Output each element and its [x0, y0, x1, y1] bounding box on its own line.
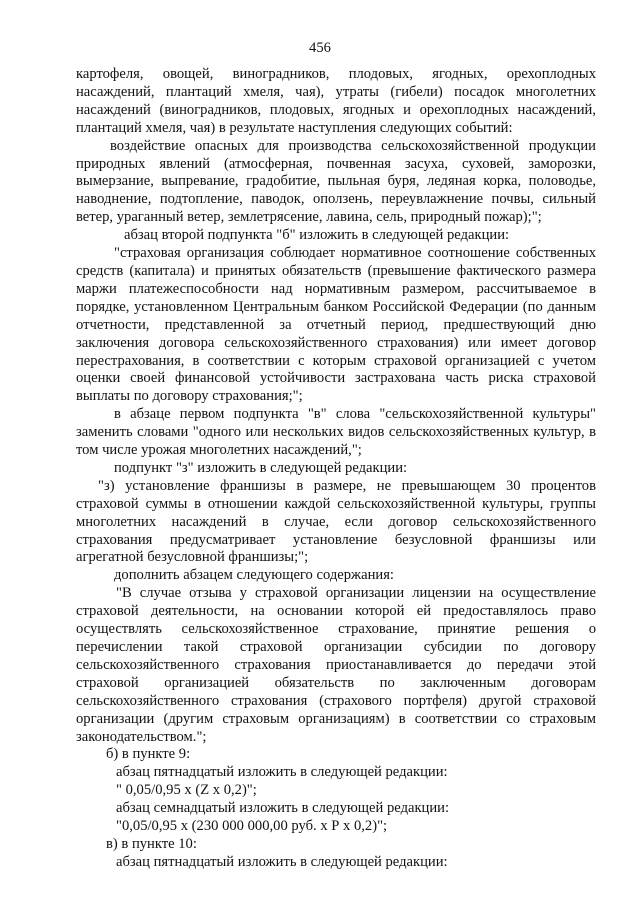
paragraph-license-revocation: "В случае отзыва у страховой организации лицензии на осуществление страховой деятельности, на основании которой ей предоставлялось право осуществлять сельскохозяйственное страхование, принятие решения о перечислении такой страховой организации субсидии по договору сельскохозяйственного страхования приостанавливается до передачи этой страховой организацией обязательств по заключенным договорам сельскохозяйственного страхования (страхового портфеля) другой страховой организации (другим страховым организациям) в соответствии со страховым законодательством."; [76, 585, 596, 745]
paragraph-item-9-abzac-17: абзац семнадцатый изложить в следующей редакции: [116, 800, 450, 817]
page-number: 456 [309, 40, 331, 56]
paragraph-add-clause: дополнить абзацем следующего содержания: [114, 567, 394, 584]
paragraph-item-9-abzac-15: абзац пятнадцатый изложить в следующей редакции: [116, 764, 448, 781]
paragraph-insurer-solvency: "страховая организация соблюдает нормативное соотношение собственных средств (капитала) и принятых обязательств (превышение фактического размера маржи платежеспособности над нормативным размером, рассчитываемое в порядке, установленном Центральным банком Российской Федерации (по данным отчетности, представленной за отчетный период, предшествующий дню заключения договора сельскохозяйственного страхования) или имеет договор перестрахования, в соответствии с которым страховой организацией с учетом оценки своей финансовой устойчивости застрахована часть риска страховой выплаты по договору страхования;"; [76, 245, 596, 405]
formula-abzac-17: "0,05/0,95 х (230 000 000,00 руб. х Р х 0,2)"; [116, 818, 388, 835]
paragraph-franchise: "з) установление франшизы в размере, не превышающем 30 процентов страховой суммы в отношении каждой сельскохозяйственной культуры, группы многолетних насаждений в случае, если договор сельскохозяйственного страхования предусматривает установление безусловной франшизы или агрегатной безусловной франшизы;"; [76, 477, 596, 566]
paragraph-natural-hazards: воздействие опасных для производства сельскохозяйственной продукции природных явлений (атмосферная, почвенная засуха, суховей, заморозки, вымерзание, выпревание, градобитие, пыльная буря, ледяная корка, половодье, наводнение, подтопление, паводок, оползень, переувлажнение почвы, сильный ветер, ураганный ветер, землетрясение, лавина, сель, природный пожар);"; [76, 137, 596, 226]
paragraph-item-10-abzac-15: абзац пятнадцатый изложить в следующей редакции: [116, 853, 448, 870]
paragraph-item-10: в) в пункте 10: [106, 835, 197, 852]
formula-abzac-15: " 0,05/0,95 х (Z х 0,2)"; [116, 782, 257, 799]
paragraph-amend-subitem-v: в абзаце первом подпункта "в" слова "сельскохозяйственной культуры" заменить словами "одного или нескольких видов сельскохозяйственных культур, в том числе урожая многолетних насаждений,"; [76, 406, 596, 459]
paragraph-amend-subitem-z: подпункт "з" изложить в следующей редакции: [114, 459, 408, 476]
paragraph-item-9: б) в пункте 9: [106, 746, 191, 763]
paragraph-amend-subitem-b: абзац второй подпункта "б" изложить в следующей редакции: [124, 227, 510, 244]
paragraph-list-of-crops: картофеля, овощей, виноградников, плодовых, ягодных, орехоплодных насаждений, плантаций хмеля, чая), утраты (гибели) посадок многолетних насаждений (виноградников, плодовых, ягодных и орехоплодных насаждений, плантаций хмеля, чая) в результате наступления следующих событий: [76, 66, 596, 136]
document-body [76, 66, 596, 872]
